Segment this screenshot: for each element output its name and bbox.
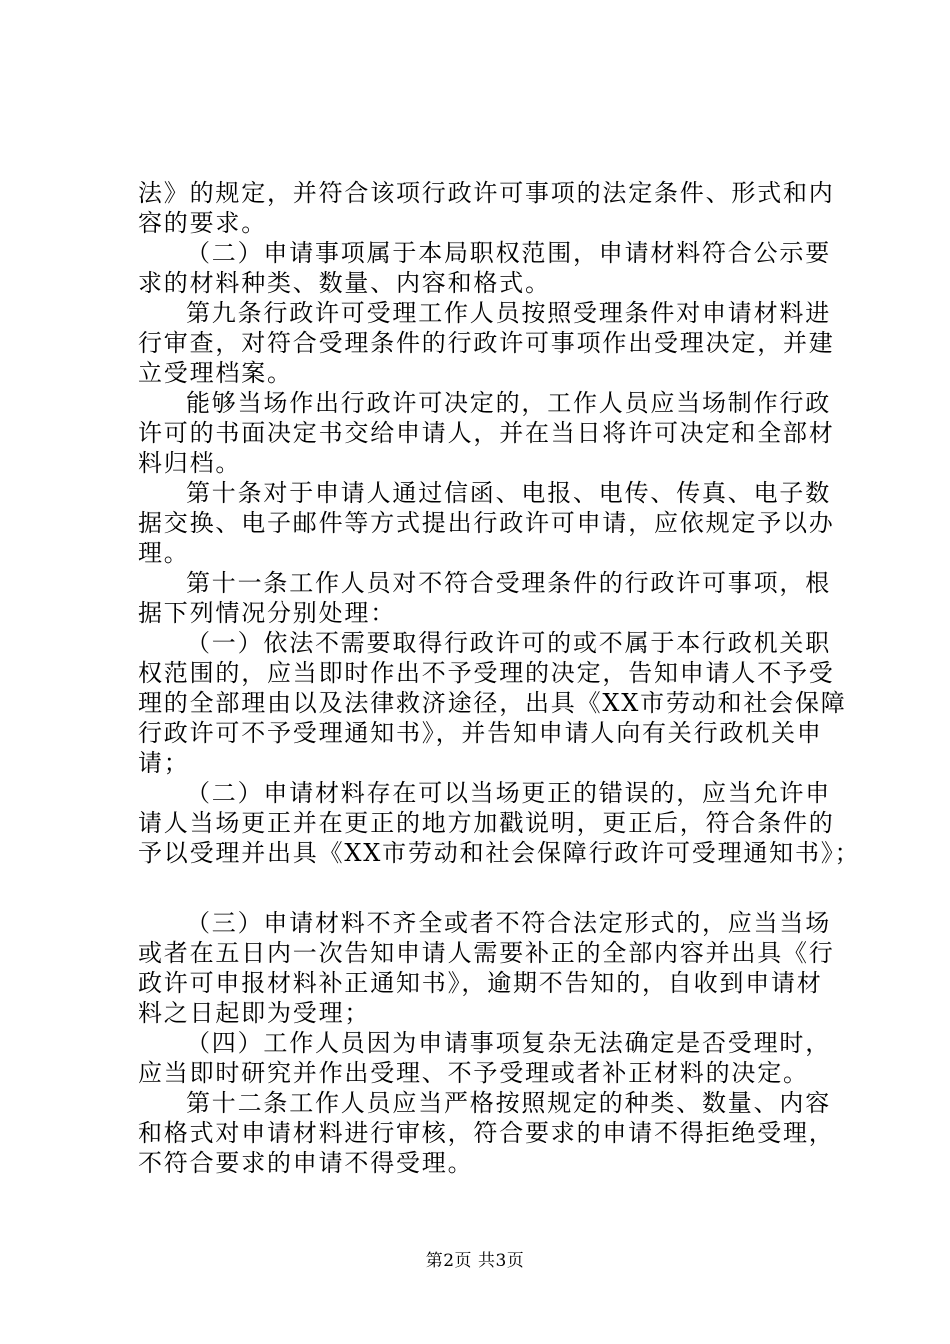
- text-line: 第十一条工作人员对不符合受理条件的行政许可事项，根: [186, 569, 831, 597]
- text-line: 政许可申报材料补正通知书》，逾期不告知的，自收到申请材: [138, 969, 823, 997]
- text-line: 能够当场作出行政许可决定的，工作人员应当场制作行政: [186, 389, 831, 417]
- text-line: 理。: [138, 539, 190, 567]
- paragraph-gap: [138, 868, 858, 908]
- text-line: 请人当场更正并在更正的地方加戳说明，更正后，符合条件的: [138, 809, 835, 837]
- text-line: 第九条行政许可受理工作人员按照受理条件对申请材料进: [186, 299, 831, 327]
- text-line: 或者在五日内一次告知申请人需要补正的全部内容并出具《行: [138, 939, 835, 967]
- text-line: （二）申请材料存在可以当场更正的错误的，应当允许申: [186, 779, 831, 807]
- text-line: （二）申请事项属于本局职权范围，申请材料符合公示要: [186, 239, 831, 267]
- page-number-footer: 第2页 共3页: [425, 1251, 525, 1271]
- text-line: 法》的规定，并符合该项行政许可事项的法定条件、形式和内: [138, 179, 835, 207]
- text-line: 应当即时研究并作出受理、不予受理或者补正材料的决定。: [138, 1059, 809, 1087]
- text-line: 据交换、电子邮件等方式提出行政许可申请，应依规定予以办: [138, 509, 835, 537]
- text-line: 理的全部理由以及法律救济途径，出具《XX市劳动和社会保障: [138, 689, 847, 717]
- text-line: （三）申请材料不齐全或者不符合法定形式的，应当当场: [186, 909, 831, 937]
- text-line: 予以受理并出具《XX市劳动和社会保障行政许可受理通知书》；: [138, 839, 861, 867]
- text-line: 立受理档案。: [138, 359, 293, 387]
- text-line: 料之日起即为受理；: [138, 999, 371, 1027]
- text-line: 行政许可不予受理通知书》，并告知申请人向有关行政机关申: [138, 719, 823, 747]
- text-line: 和格式对申请材料进行审核，符合要求的申请不得拒绝受理，: [138, 1119, 835, 1147]
- text-line: 不符合要求的申请不得受理。: [138, 1149, 474, 1177]
- text-line: （四）工作人员因为申请事项复杂无法确定是否受理时，: [186, 1029, 831, 1057]
- text-line: 第十二条工作人员应当严格按照规定的种类、数量、内容: [186, 1089, 831, 1117]
- text-line: （一）依法不需要取得行政许可的或不属于本行政机关职: [186, 629, 831, 657]
- text-line: 权范围的，应当即时作出不予受理的决定，告知申请人不予受: [138, 659, 835, 687]
- text-line: 行审查，对符合受理条件的行政许可事项作出受理决定，并建: [138, 329, 835, 357]
- document-body: [138, 178, 861, 1178]
- text-line: 容的要求。: [138, 209, 267, 237]
- text-line: 据下列情况分别处理：: [138, 599, 396, 627]
- text-line: 许可的书面决定书交给申请人，并在当日将许可决定和全部材: [138, 419, 835, 447]
- text-line: 料归档。: [138, 449, 242, 477]
- text-line: 请；: [138, 749, 190, 777]
- text-line: 第十条对于申请人通过信函、电报、电传、传真、电子数: [186, 479, 831, 507]
- text-line: 求的材料种类、数量、内容和格式。: [138, 269, 551, 297]
